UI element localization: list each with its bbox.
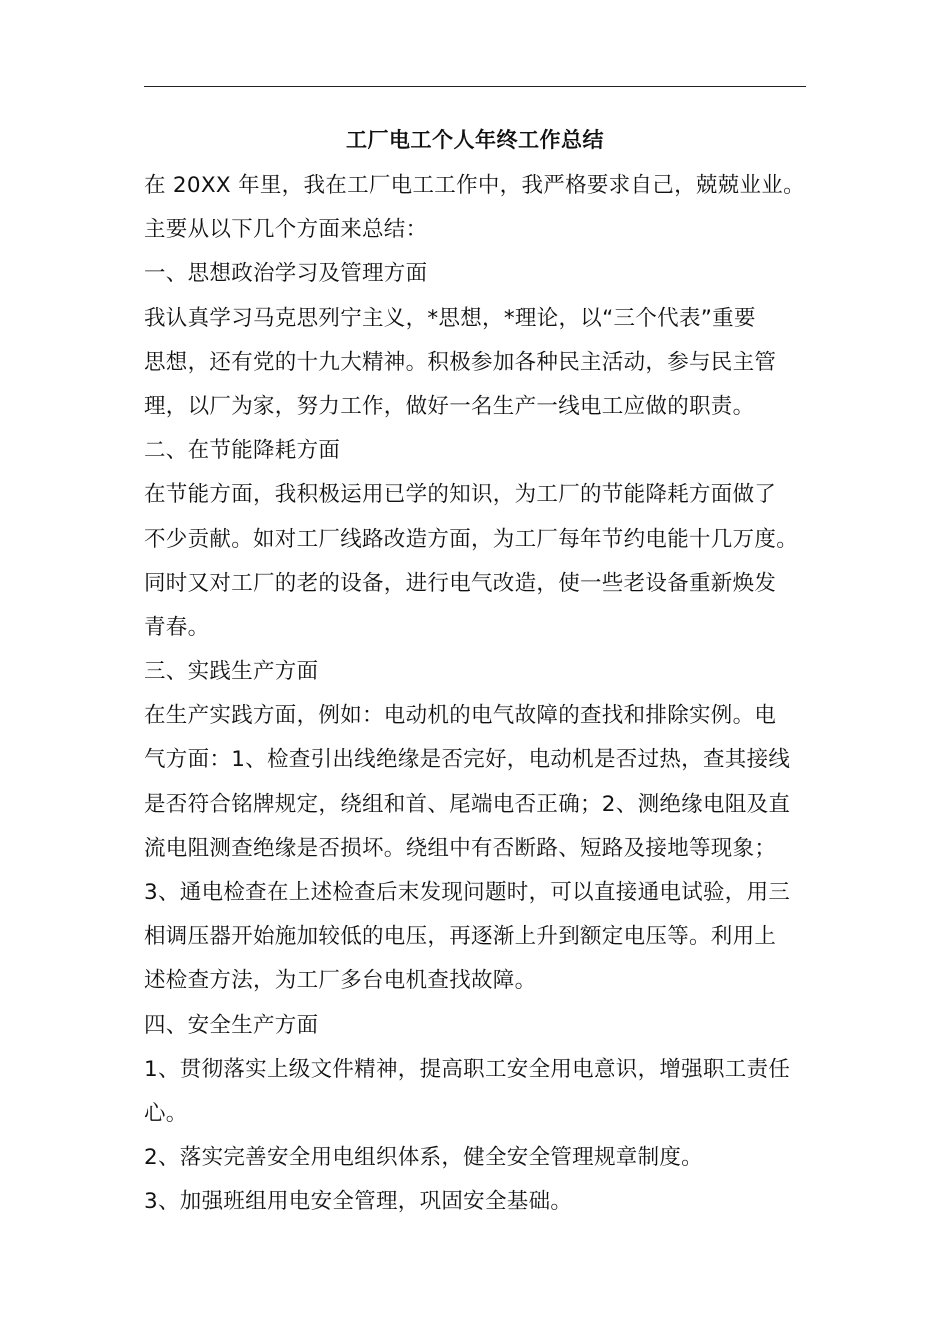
body-line: 在生产实践方面，例如：电动机的电气故障的查找和排除实例。电 — [144, 703, 777, 729]
body-line: 是否符合铭牌规定，绕组和首、尾端电否正确；2、测绝缘电阻及直 — [144, 791, 791, 817]
document-title: 工厂电工个人年终工作总结 — [346, 128, 604, 152]
section-heading: 三、实践生产方面 — [144, 659, 319, 685]
list-item: 2、落实完善安全用电组织体系，健全安全管理规章制度。 — [144, 1145, 703, 1171]
body-line: 在节能方面，我积极运用已学的知识，为工厂的节能降耗方面做了 — [144, 482, 777, 508]
body-line: 青春。 — [144, 614, 210, 640]
body-line: 思想，还有党的十九大精神。积极参加各种民主活动，参与民主管 — [144, 349, 777, 375]
body-line: 在 20XX 年里，我在工厂电工工作中，我严格要求自己，兢兢业业。 — [144, 173, 805, 198]
body-line: 同时又对工厂的老的设备，进行电气改造，使一些老设备重新焕发 — [144, 570, 777, 596]
document-body — [144, 164, 808, 1225]
section-heading: 一、思想政治学习及管理方面 — [144, 261, 428, 287]
body-line: 主要从以下几个方面来总结： — [144, 217, 428, 243]
body-line: 述检查方法，为工厂多台电机查找故障。 — [144, 968, 537, 994]
body-line: 我认真学习马克思列宁主义，*思想，*理论，以“三个代表”重要 — [144, 305, 756, 331]
body-line: 气方面：1、检查引出线绝缘是否完好，电动机是否过热，查其接线 — [144, 747, 791, 773]
list-item: 3、加强班组用电安全管理，巩固安全基础。 — [144, 1189, 573, 1215]
body-line: 相调压器开始施加较低的电压，再逐渐上升到额定电压等。利用上 — [144, 924, 777, 950]
body-line: 3、通电检查在上述检查后末发现问题时，可以直接通电试验，用三 — [144, 880, 791, 905]
body-line: 不少贡献。如对工厂线路改造方面，为工厂每年节约电能十几万度。 — [144, 526, 799, 552]
body-line: 流电阻测查绝缘是否损坏。绕组中有否断路、短路及接地等现象； — [144, 835, 777, 861]
section-heading: 四、安全生产方面 — [144, 1012, 319, 1038]
header-rule — [144, 86, 806, 87]
body-line: 心。 — [144, 1100, 188, 1126]
list-item: 1、贯彻落实上级文件精神，提高职工安全用电意识，增强职工责任 — [144, 1056, 791, 1082]
body-line: 理，以厂为家，努力工作，做好一名生产一线电工应做的职责。 — [144, 393, 755, 419]
section-heading: 二、在节能降耗方面 — [144, 438, 341, 464]
